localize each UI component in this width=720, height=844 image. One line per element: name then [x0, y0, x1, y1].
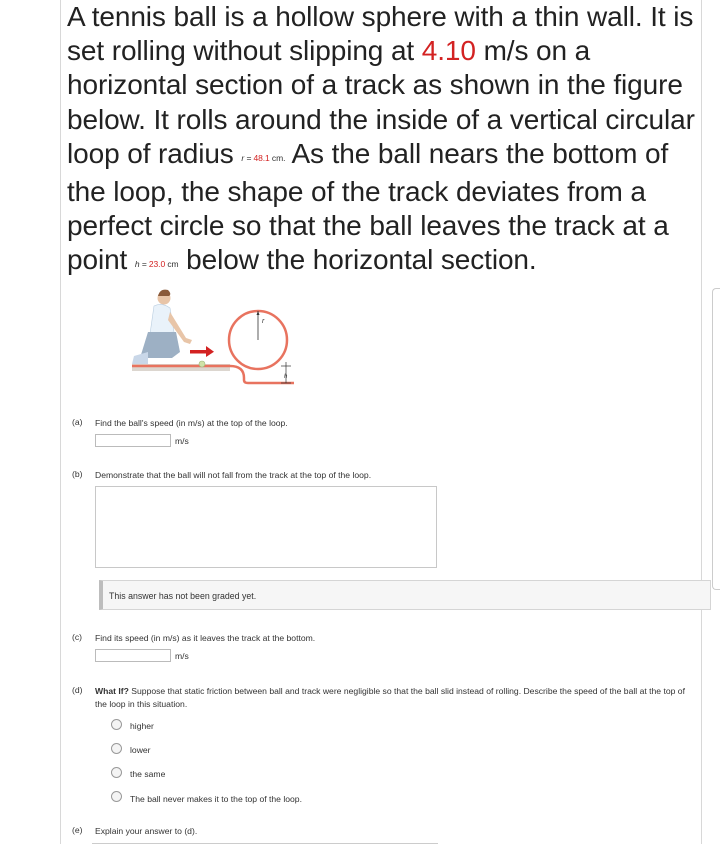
- height-value: h = 23.0 cm: [134, 259, 179, 270]
- option-never-label[interactable]: The ball never makes it to the top of the loop.: [130, 794, 302, 804]
- radius-value: r = 48.1 cm.: [241, 152, 286, 163]
- option-higher-label[interactable]: higher: [130, 721, 154, 731]
- r-symbol: r: [262, 318, 265, 325]
- grading-status-box: This answer has not been graded yet.: [99, 580, 711, 610]
- option-higher-radio[interactable]: [111, 719, 122, 730]
- part-c-answer-input[interactable]: [95, 649, 171, 662]
- option-same-label[interactable]: the same: [130, 769, 166, 779]
- option-lower-label[interactable]: lower: [130, 745, 151, 755]
- side-panel-edge: [712, 288, 720, 590]
- velocity-arrow: [190, 350, 206, 354]
- part-a-answer-input[interactable]: [95, 434, 171, 447]
- speed-value: 4.10: [421, 35, 476, 67]
- option-never-radio[interactable]: [111, 791, 122, 802]
- option-lower-radio[interactable]: [111, 743, 122, 754]
- part-a-unit: m/s: [175, 436, 189, 446]
- h-symbol: h: [284, 374, 288, 380]
- part-b-answer-textarea[interactable]: [95, 486, 437, 568]
- loop-track-figure: [126, 286, 306, 400]
- option-same-radio[interactable]: [111, 767, 122, 778]
- tennis-ball: [199, 361, 205, 367]
- part-c-unit: m/s: [175, 651, 189, 661]
- problem-statement: A tennis ball is a hollow sphere with a thin wall. It is set rolling without slipping at 4.10 m/s on a horizontal section of a track as shown in the figure below. It rolls around the inside of a vertical circular loop of radius r = 48.1 cm. As the ball nears the bottom of the loop, the shape of the track deviates from a perfect circle so that the ball leaves the track at a point h = 23.0 cm below the horizontal section.: [67, 1, 695, 276]
